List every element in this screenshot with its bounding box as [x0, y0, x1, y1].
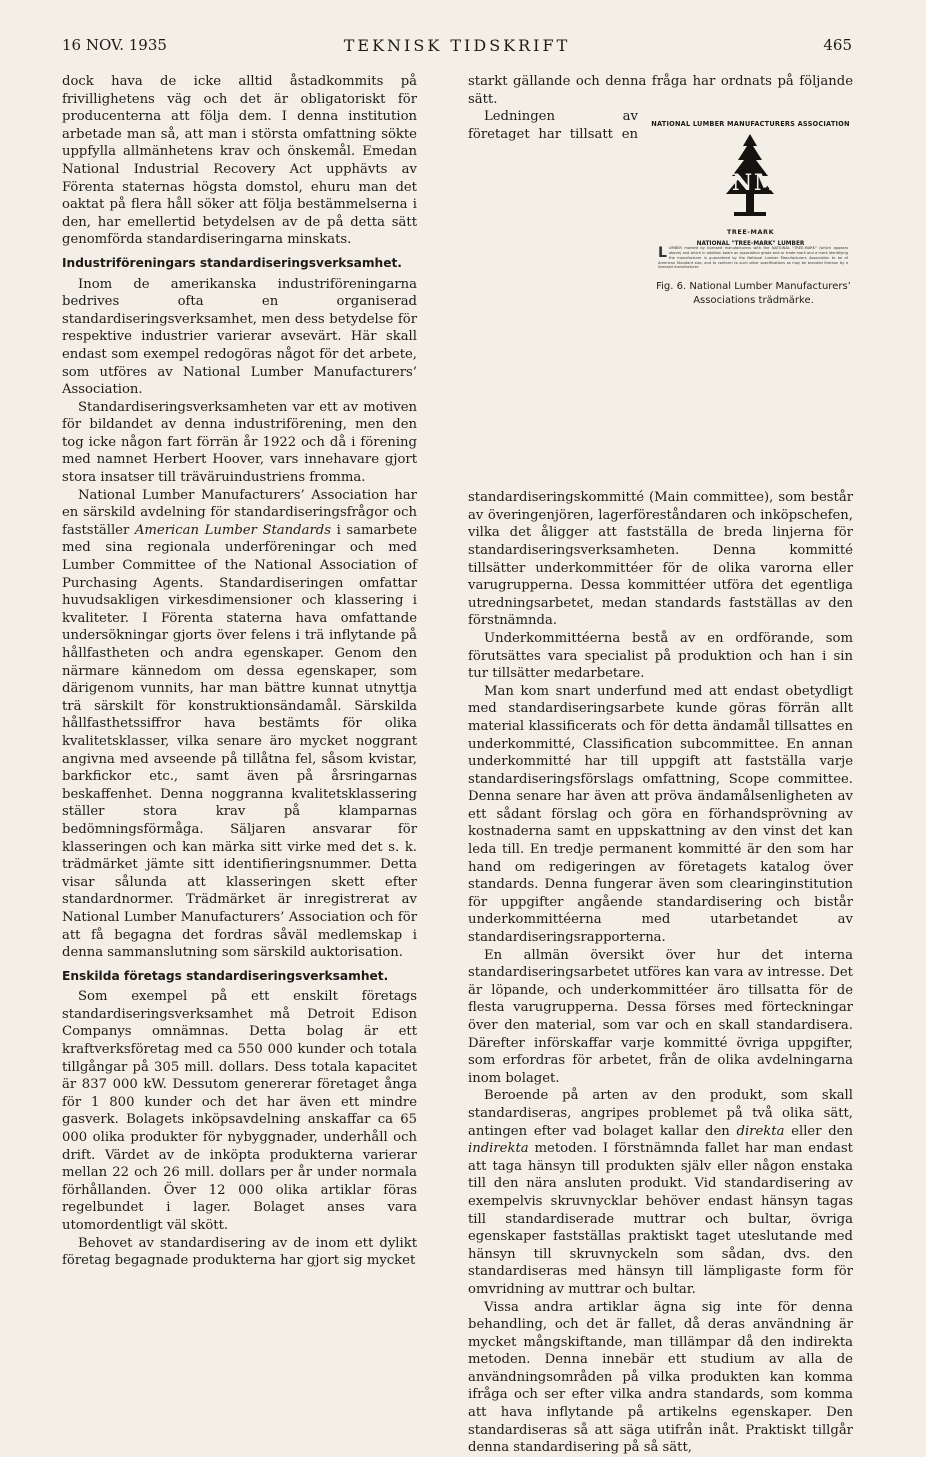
figure-small-text: [658, 246, 848, 270]
figure-title: NATIONAL LUMBER MANUFACTURERS ASSOCIATION: [651, 120, 850, 129]
tree-mark-logo-icon: [710, 132, 790, 226]
paragraph: Standardiseringsverksamheten var ett av motiven för bildandet av denna industriförening, men den tog icke någon fart förrän år 1922 och då i förening med namnet Herbert Hoover, vars innehavare gjort stora insatser till träväruindustriens fromma.: [62, 399, 417, 486]
text-run: i samarbete med sina regionala underföreningar och med Lumber Committee of the National Association of Purchasing Agents. Standardiseringen omfattar huvudsakligen virkesdimensioner och klassering i kvaliteter. I Förenta staterna hava omfattande undersökningar gjorts över felens i trä inflytande på hållfastheten och andra egenskaper. Genom den närmare kännedom om dessa egenskaper, som därigenom vunnits, har man bättre kunnat utnyttja trä särskilt för konstruktionsändamål. Särskilda hållfasthetssiffror hava bestämts för olika kvalitetsklasser, vilka senare äro mycket noggrant angivna med avseende på tillåtna fel, såsom kvistar, barkfickor etc., samt även på årsringarnas beskaffenhet. Denna noggranna kvalitetsklassering ställer stora krav på klamparnas bedömningsförmåga. Säljaren ansvarar för klasseringen och kan märka sitt virke med det s. k. trädmärket jämte sitt identifieringsnummer. Detta visar sålunda att klasseringen skett efter standardnormer. Trädmärket är inregistrerat av National Lumber Manufacturers’ Association och för att få begagna det fordras såväl medlemskap i denna sammanslutning som särskild auktorisation.: [62, 522, 418, 961]
paragraph: [62, 487, 417, 962]
dropcap: L: [658, 245, 667, 262]
paragraph: Inom de amerikanska industriföreningarna bedrives ofta en organiserad standardiseringsverksamhet, men dess betydelse för respektive industrier varierar avsevärt. Här skall endast som exempel redogöras något för det arbete, som utföres av National Lumber Manufacturers’ Association.: [62, 276, 417, 398]
paragraph: [468, 1087, 853, 1298]
text-run: eller den: [791, 1123, 853, 1139]
paragraph: En allmän översikt över hur det interna standardiseringsarbetet utföres kan vara av intresse. Det är löpande, och underkommittéer äro tillsatta för de flesta varugrupperna. Dessa förses med förteckningar över den material, som var och en skall standardisera. Därefter införskaffar varje kommitté övriga uppgifter, som erfordras för arbetet, från de olika avdelningarna inom bolaget.: [468, 947, 853, 1086]
paragraph: Underkommittéerna bestå av en ordförande, som förutsättes vara specialist på produktion och han i sin tur tillsätter medarbetare.: [468, 630, 853, 682]
right-column: [468, 73, 853, 1457]
journal-title: TEKNISK TIDSKRIFT: [343, 36, 571, 55]
paragraph: Behovet av standardisering av de inom ett dylikt företag begagnade produkterna har gjort sig mycket: [62, 1235, 417, 1269]
figure-subtitle: NATIONAL "TREE-MARK" LUMBER: [696, 241, 805, 248]
left-column: [62, 73, 417, 1270]
italic-text: indirekta: [468, 1141, 529, 1157]
paragraph: starkt gällande och denna fråga har ordnats på följande sätt.: [468, 74, 853, 107]
italic-text: American Lumber Standards: [134, 522, 331, 538]
trademark-label: TREE-MARK: [726, 228, 775, 237]
figure-body: UMBER marked by licensed manufacturers with the NATIONAL "TREE-MARK" (which appears above) and which in addition bears an association grade and or trade mark and a mark identifying the manufacturer is guaranteed by the National Lumber Manufacturers Association to be of American Standard size, and to conform to such other specifications as may be branded thereon by a licensed manufacturer.: [658, 246, 848, 270]
text-run: metoden. I förstnämnda fallet har man endast att taga hänsyn till produkten själv eller någon enstaka till den nära ansluten produkt. Vid standardisering av exempelvis skruvnycklar behöver endast hänsyn tagas till standardiserade muttrar och bultar, övriga egenskaper fastställas praktiskt taget uteslutande med hänsyn till skruvnyckeln som sådan, dvs. den standardiseras med hänsyn till lämpligaste form för omvridning av muttrar och bultar.: [468, 1141, 853, 1297]
italic-text: direkta: [736, 1123, 785, 1139]
page-header: [62, 36, 852, 58]
section-heading: Enskilda företags standardiseringsverksamhet.: [62, 968, 389, 983]
svg-text:M: M: [754, 170, 779, 197]
text-run: National Lumber Manufacturers’ Association har en särskild avdelning för standardiseringsfrågor och fastställer: [62, 487, 417, 538]
page-number: 465: [823, 36, 852, 54]
section-heading: Industriföreningars standardiseringsverksamhet.: [62, 255, 402, 270]
paragraph: Ledningen av företaget har tillsatt en standardiseringskommitté (Main committee), som består av överingenjören, lagerföreståndaren och inköpschefen, vilka det åligger att fastställa de breda linjerna för standardiseringsverksamheten. Denna kommitté tillsätter underkommittéer för de olika varorna eller varugrupperna. Dessa kommittéer utföra det egentliga utredningsarbetet, medan standards fastställas av den förstnämnda.: [468, 109, 853, 629]
issue-date: 16 NOV. 1935: [62, 36, 167, 54]
paragraph: Vissa andra artiklar ägna sig inte för denna behandling, och det är fallet, då deras användning är mycket mångskiftande, man tillämpar då den indirekta metoden. Denna innebär ett studium av alla de användningsområden på vilka produkten kan komma ifråga och ser efter vilka andra standards, som komma att hava inflytande på artikelns egenskaper. Den standardiseras så att säga utifrån inåt. Praktiskt tillgår denna standardisering på så sätt,: [468, 1299, 853, 1456]
figure-caption: Fig. 6. National Lumber Manufacturers’ Associations trädmärke.: [656, 281, 851, 307]
svg-text:N: N: [732, 170, 753, 197]
paragraph: Som exempel på ett enskilt företags standardiseringsverksamhet må Detroit Edison Companys omnämnas. Detta bolag är ett kraftverksföretag med ca 550 000 kunder och totala tillgångar på 305 mill. dollars. Dess totala kapacitet är 837 000 kW. Dessutom genererar företaget ånga för 1 800 kunder och det har även ett mindre gasverk. Bolagets inköpsavdelning anskaffar ca 65 000 olika produkter för nybyggnader, underhåll och drift. Värdet av de inköpta produkterna varierar mellan 22 och 26 mill. dollars per år under normala förhållanden. Över 12 000 olika artiklar föras regelbundet i lager. Bolaget anses vara utomordentligt väl skött.: [62, 989, 417, 1233]
text-run: Beroende på arten av den produkt, som skall standardiseras, angripes problemet på två olika sätt, antingen efter vad bolaget kallar den: [468, 1088, 853, 1139]
paragraph: dock hava de icke alltid åstadkommits på frivillighetens väg och det är obligatoriskt för producenterna att följa dem. I denna institution arbetade man så, att man i största omfattning sökte uppfylla allmänhetens krav och önskemål. Emedan National Industrial Recovery Act upphävts av Förenta staternas högsta domstol, ehuru man det oaktat på flera håll söker att följa bestämmelserna i den, har emellertid betydelsen av de på detta sätt genomförda standardiseringarna minskats.: [62, 74, 417, 248]
figure-tree-mark: [648, 112, 853, 485]
paragraph: Man kom snart underfund med att endast obetydligt med standardiseringsarbete kunde göras förrän allt material klassificerats och för detta ändamål tillsattes en underkommitté, Classification subcommittee. En annan underkommitté har till uppgift att fastställa varje standardiseringsförslags omfattning, Scope committee. Denna senare har även att pröva ändamålsenligheten av ett sådant förslag och göra en förhandsprövning av kostnaderna samt en uppskattning av den vinst det kan leda till. En tredje permanent kommitté är den som har hand om redigeringen av företagets katalog över standards. Denna fungerar även som clearinginstitution för uppgifter angående standardisering och bistår underkommittéerna med utarbetandet av standardiseringsrapporterna.: [468, 683, 853, 946]
